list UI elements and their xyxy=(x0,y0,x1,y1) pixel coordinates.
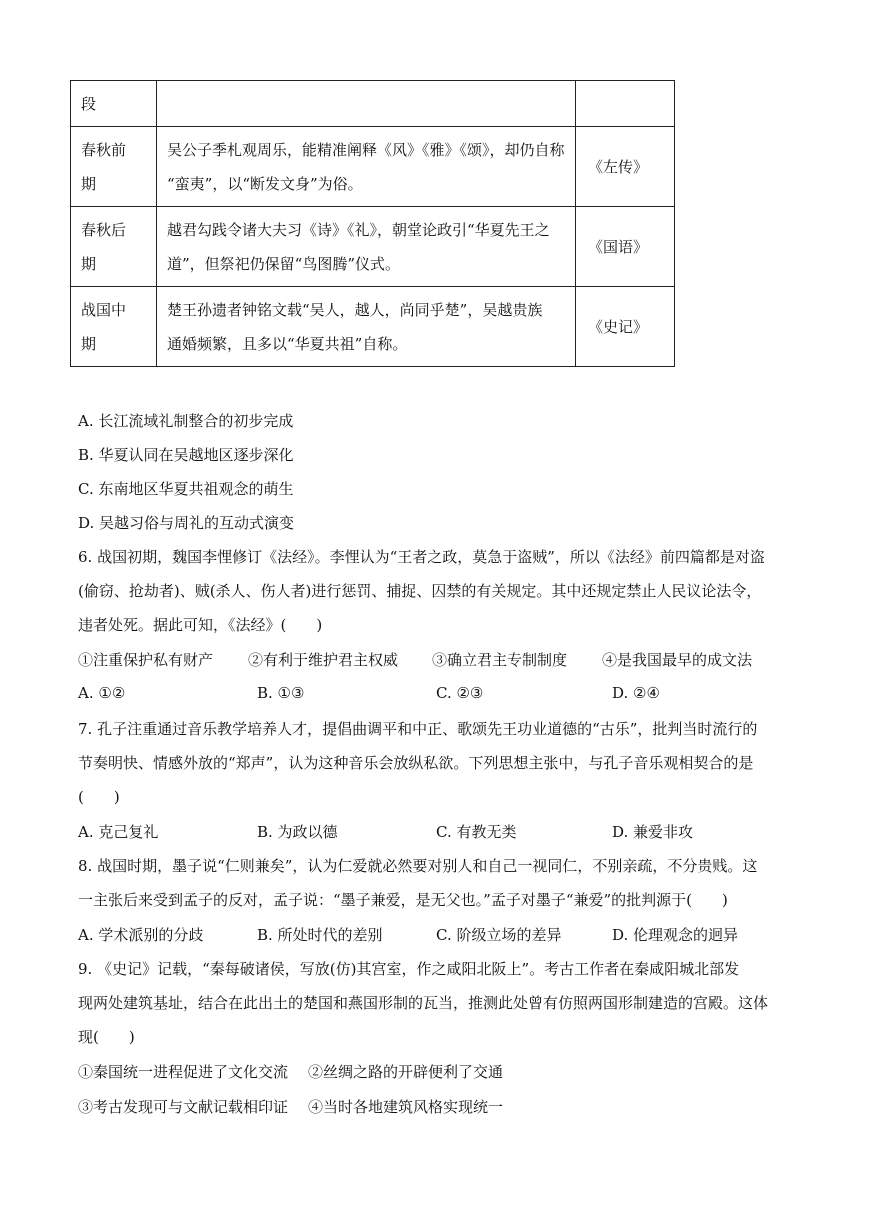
event-text: 吴公子季札观周乐，能精准阐释《风》《雅》《颂》，却仍自称 xyxy=(167,140,565,159)
q6-option-c: C. ②③ xyxy=(436,684,484,702)
q6-item: ③确立君主专制制度 xyxy=(432,651,568,669)
q8-stem-line: 8. 战国时期，墨子说“仁则兼矣”，认为仁爱就必然要对别人和自己一视同仁，不别亲疏，不分贵贱。这 xyxy=(78,857,758,875)
q7-option-b: B. 为政以德 xyxy=(257,823,338,841)
q6-stem-line: 违者处死。据此可知，《法经》( ) xyxy=(78,616,323,634)
event-text: “蛮夷”，以“断发文身”为俗。 xyxy=(167,174,363,193)
source-cell: 《左传》 xyxy=(576,127,675,207)
event-text: 通婚频繁，且多以“华夏共祖”自称。 xyxy=(167,334,408,353)
q7-stem-line: 7. 孔子注重通过音乐教学培养人才，提倡曲调平和中正、歌颂先王功业道德的“古乐”，批判当时流行的 xyxy=(78,720,758,738)
q9-item: ①秦国统一进程促进了文化交流 xyxy=(78,1063,289,1081)
period-cell xyxy=(71,127,157,207)
q7-option-a: A. 克己复礼 xyxy=(78,823,159,841)
q6-item: ①注重保护私有财产 xyxy=(78,651,214,669)
q9-item: ②丝绸之路的开辟便利了交通 xyxy=(308,1063,504,1081)
period-text: 期 xyxy=(81,254,97,273)
q8-option-b: B. 所处时代的差别 xyxy=(257,926,383,944)
q8-option-d: D. 伦理观念的迥异 xyxy=(612,926,739,944)
q8-option-c: C. 阶级立场的差异 xyxy=(436,926,562,944)
q9-item: ④当时各地建筑风格实现统一 xyxy=(308,1098,504,1116)
table-row xyxy=(71,127,675,207)
q7-option-c: C. 有教无类 xyxy=(436,823,517,841)
history-table xyxy=(70,80,675,367)
event-text: 道”，但祭祀仍保留“鸟图腾”仪式。 xyxy=(167,254,401,273)
q7-stem-line: 节奏明快、情感外放的“郑声”，认为这种音乐会放纵私欲。下列思想主张中，与孔子音乐观相契合的是 xyxy=(78,754,754,772)
q7-stem-line: ( ) xyxy=(78,788,120,806)
event-cell xyxy=(157,287,576,367)
period-text: 春秋前 xyxy=(81,140,127,159)
q5-option-b: B. 华夏认同在吴越地区逐步深化 xyxy=(78,446,294,464)
period-text: 期 xyxy=(81,334,97,353)
period-text: 段 xyxy=(81,94,97,113)
q9-item: ③考古发现可与文献记载相印证 xyxy=(78,1098,289,1116)
event-cell xyxy=(157,127,576,207)
q6-stem-line: 6. 战国初期，魏国李悝修订《法经》。李悝认为“王者之政，莫急于盗贼”，所以《法经》前四篇都是对盗 xyxy=(78,548,765,566)
period-text: 期 xyxy=(81,174,97,193)
q9-stem-line: 现( ) xyxy=(78,1028,135,1046)
q8-stem-line: 一主张后来受到孟子的反对，孟子说：“墨子兼爱，是无父也。”孟子对墨子“兼爱”的批判源于( ) xyxy=(78,891,728,909)
q5-option-a: A. 长江流域礼制整合的初步完成 xyxy=(78,412,294,430)
event-text: 楚王孙遗者钟铭文载“吴人，越人，尚同乎楚”，吴越贵族 xyxy=(167,300,543,319)
q9-stem-line: 9. 《史记》记载，“秦每破诸侯，写放(仿)其宫室，作之咸阳北阪上”。考古工作者在秦咸阳城北部发 xyxy=(78,960,740,978)
q6-stem-line: (偷窃、抢劫者)、贼(杀人、伤人者)进行惩罚、捕捉、囚禁的有关规定。其中还规定禁止人民议论法令， xyxy=(78,582,762,600)
q5-option-c: C. 东南地区华夏共祖观念的萌生 xyxy=(78,480,294,498)
period-cell xyxy=(71,81,157,127)
q7-option-d: D. 兼爱非攻 xyxy=(612,823,694,841)
q9-stem-line: 现两处建筑基址，结合在此出土的楚国和燕国形制的瓦当，推测此处曾有仿照两国形制建造的宫殿。这体 xyxy=(78,994,769,1012)
q6-item: ④是我国最早的成文法 xyxy=(602,651,753,669)
event-text: 越君勾践令诸大夫习《诗》《礼》，朝堂论政引“华夏先王之 xyxy=(167,220,550,239)
q6-option-d: D. ②④ xyxy=(612,684,660,702)
q6-item: ②有利于维护君主权威 xyxy=(248,651,399,669)
period-text: 战国中 xyxy=(81,300,127,319)
q6-option-a: A. ①② xyxy=(78,684,126,702)
source-cell: 《史记》 xyxy=(576,287,675,367)
source-cell xyxy=(576,81,675,127)
q6-option-b: B. ①③ xyxy=(257,684,305,702)
q8-option-a: A. 学术派别的分歧 xyxy=(78,926,204,944)
period-cell xyxy=(71,287,157,367)
event-cell xyxy=(157,81,576,127)
event-cell xyxy=(157,207,576,287)
period-text: 春秋后 xyxy=(81,220,127,239)
period-cell xyxy=(71,207,157,287)
table-row xyxy=(71,81,675,127)
q5-option-d: D. 吴越习俗与周礼的互动式演变 xyxy=(78,514,295,532)
table-row xyxy=(71,287,675,367)
table-row xyxy=(71,207,675,287)
source-cell: 《国语》 xyxy=(576,207,675,287)
